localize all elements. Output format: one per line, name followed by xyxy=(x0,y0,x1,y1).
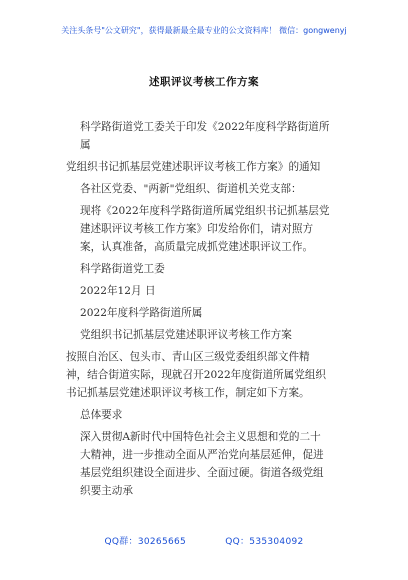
paragraph-5: 科学路街道党工委 xyxy=(80,263,165,275)
paragraph-8: 党组织书记抓基层党建述职评议考核工作方案 xyxy=(80,329,292,341)
paragraph-4: 现将《2022年度科学路街道所属党组织书记抓基层党建述职评议考核工作方案》印发给你们，请对照方案，认真准备，高质量完成抓党建述职评议工作。 xyxy=(80,205,330,253)
paragraph-9: 按照自治区、包头市、青山区三级党委组织部文件精神，结合街道实际，现就召开2022年度街道所属党组织书记抓基层党建述职评议考核工作，制定如下方案。 xyxy=(66,351,327,399)
paragraph-7: 2022年度科学路街道所属 xyxy=(80,307,203,319)
paragraph-1: 科学路街道党工委关于印发《2022年度科学路街道所属 xyxy=(80,121,330,151)
header-banner: 关注头条号"公文研究"，获得最新最全最专业的公文资料库！ 微信：gongwenyj xyxy=(61,26,347,35)
paragraph-11: 深入贯彻A新时代中国特色社会主义思想和党的二十大精神，进一步推动全面从严治党向基层延伸，促进基层党组织建设全面进步、全面过硬。街道各级党组织要主动承 xyxy=(80,431,324,497)
footer-contacts xyxy=(0,534,408,547)
paragraph-6: 2022年12月 日 xyxy=(80,285,156,297)
footer-qq-group: QQ群：30265665 xyxy=(104,537,187,547)
document-body xyxy=(66,118,330,504)
document-title: 述职评议考核工作方案 xyxy=(149,76,259,88)
paragraph-10: 总体要求 xyxy=(80,409,123,421)
paragraph-3: 各社区党委、"两新"党组织、街道机关党支部： xyxy=(80,183,302,195)
footer-qq: QQ：535304092 xyxy=(225,537,304,547)
paragraph-2: 党组织书记抓基层党建述职评议考核工作方案》的通知 xyxy=(66,161,321,173)
